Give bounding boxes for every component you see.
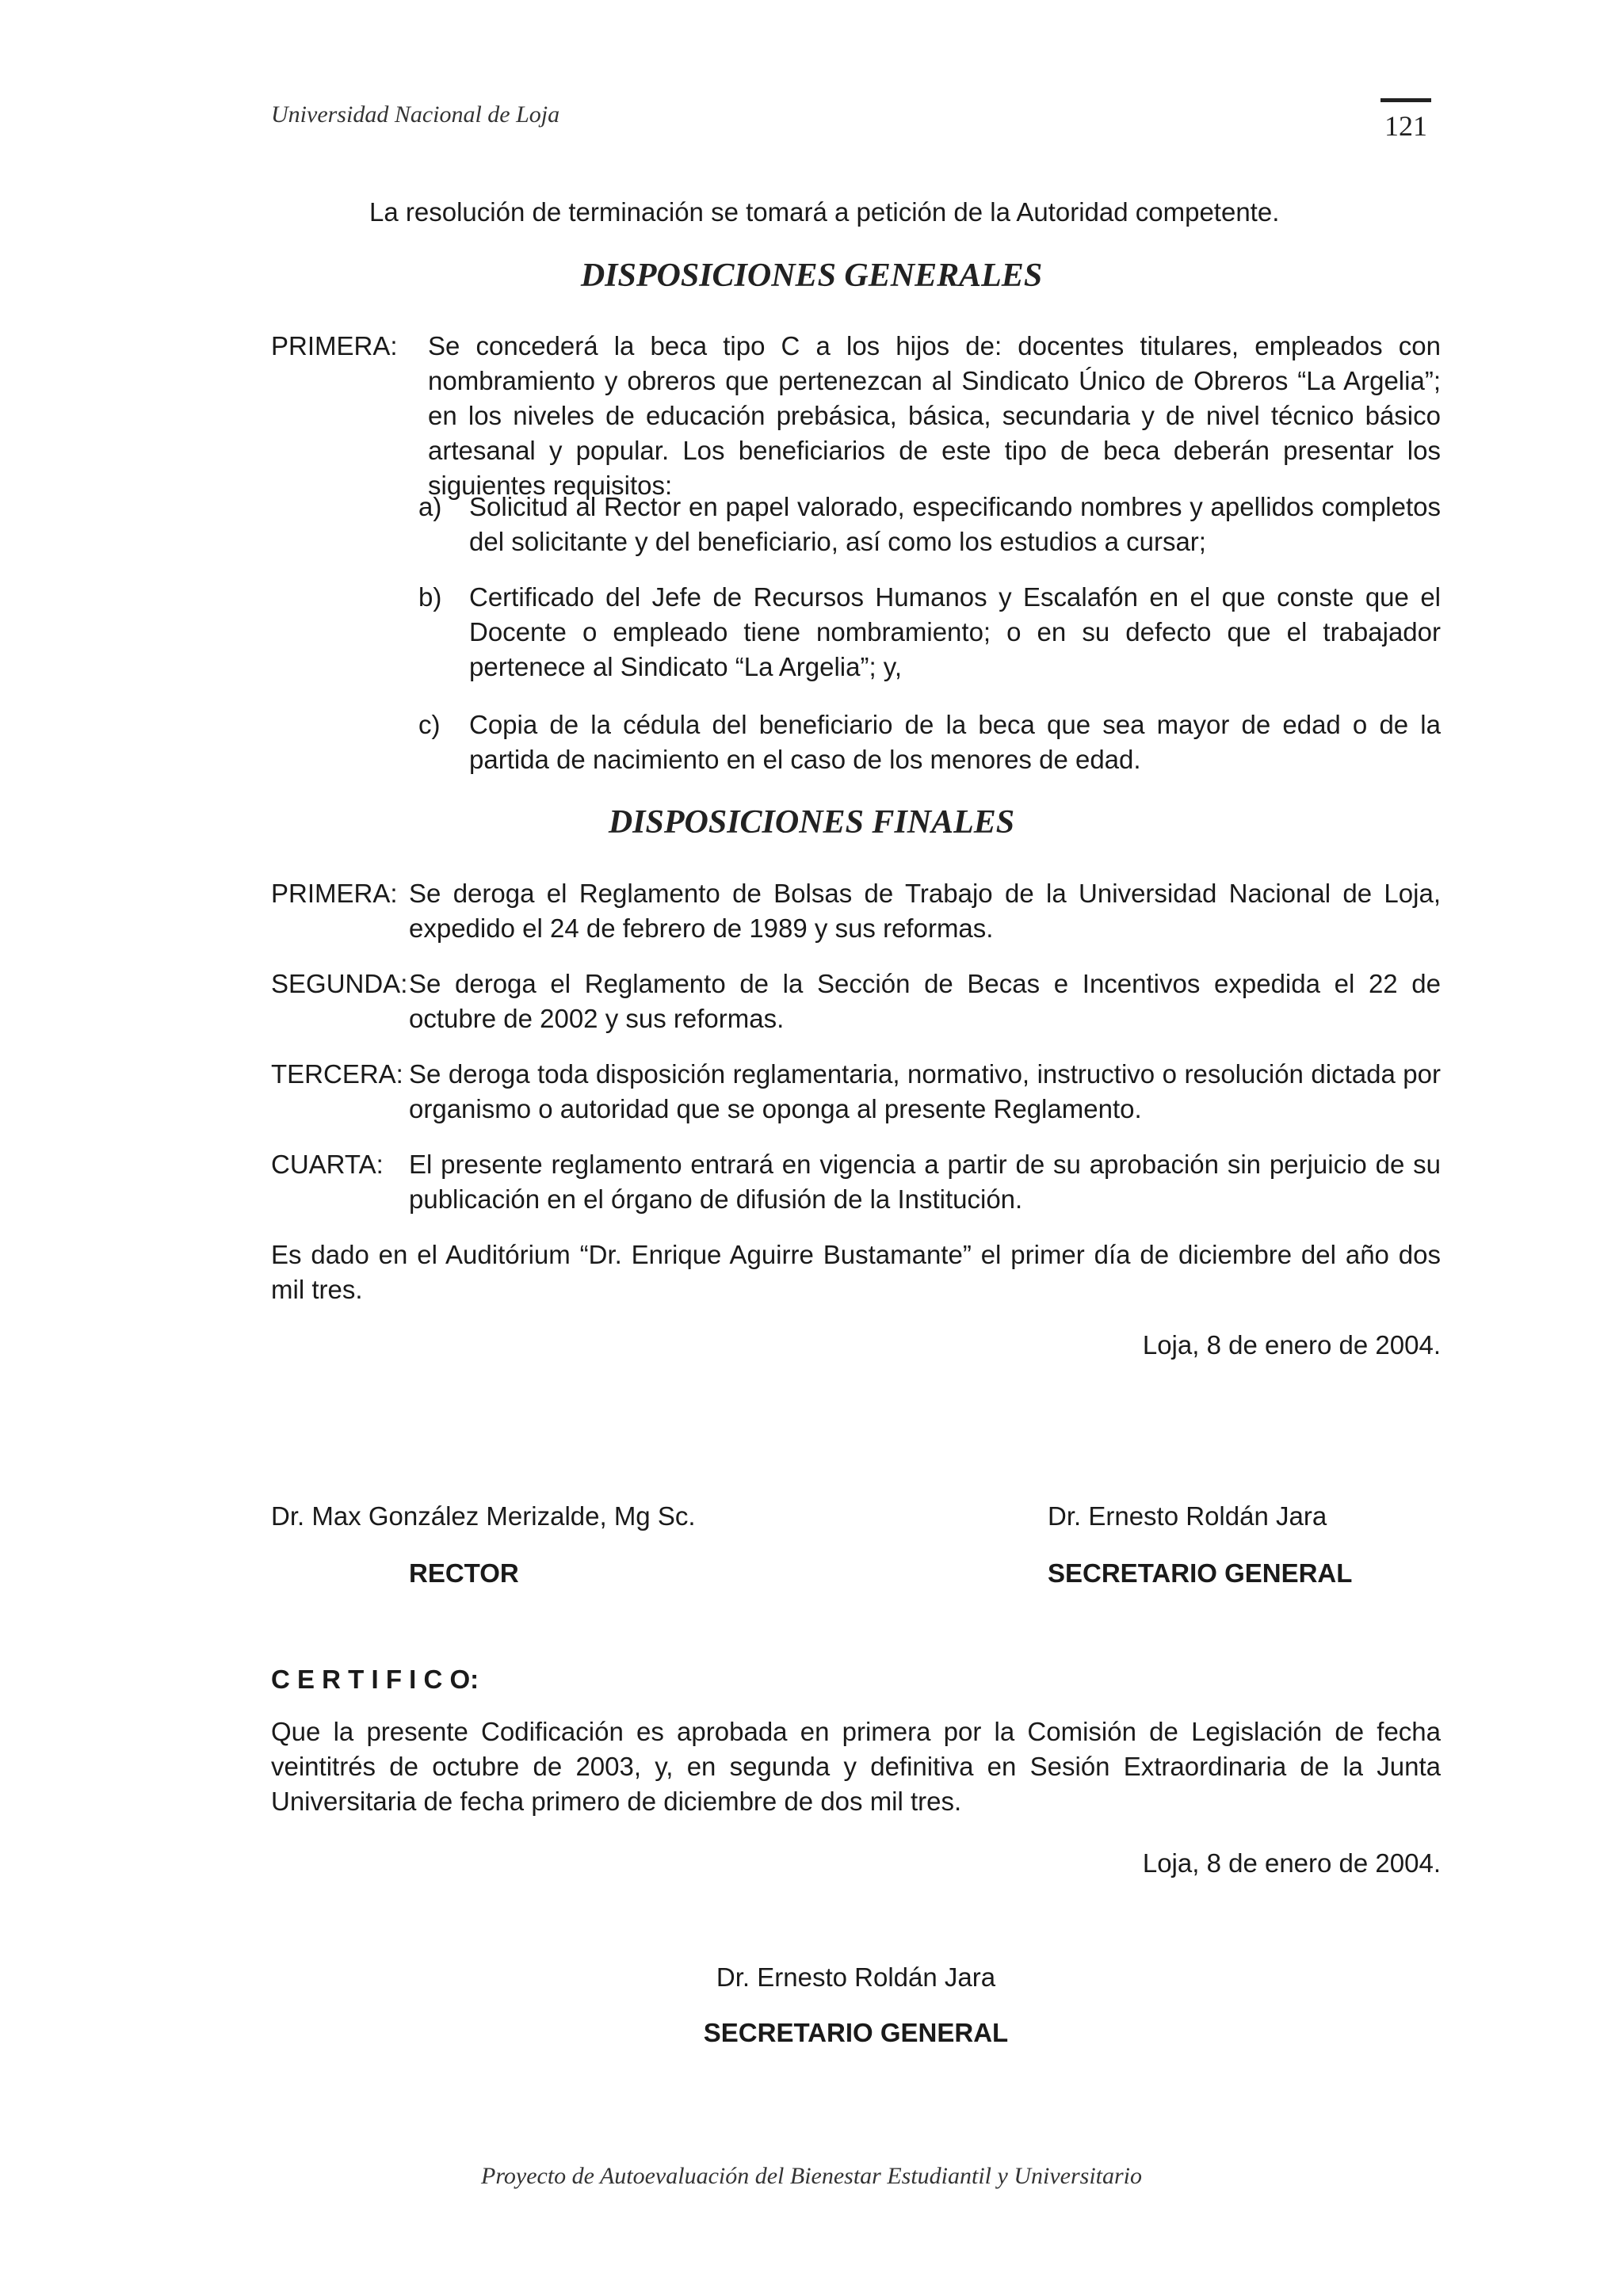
requirement-a-marker: a) xyxy=(418,492,442,521)
finals-cuarta-text: El presente reglamento entrará en vigencia a partir de su aprobación sin perjuicio de su publicación en el órgano de difusión de la Institución. xyxy=(409,1150,1441,1214)
secretary-title: SECRETARIO GENERAL xyxy=(1048,1558,1353,1588)
finals-date: Loja, 8 de enero de 2004. xyxy=(1142,1330,1441,1360)
given-statement: Es dado en el Auditórium “Dr. Enrique Aguirre Bustamante” el primer día de diciembre del año dos mil tres. xyxy=(271,1240,1441,1304)
finals-primera-text: Se deroga el Reglamento de Bolsas de Trabajo de la Universidad Nacional de Loja, expedido el 24 de febrero de 1989 y sus reformas. xyxy=(409,879,1441,943)
finals-segunda-text: Se deroga el Reglamento de la Sección de Becas e Incentivos expedida el 22 de octubre de 2002 y sus reformas. xyxy=(409,969,1441,1033)
requirement-c-text: Copia de la cédula del beneficiario de la beca que sea mayor de edad o de la partida de nacimiento en el caso de los menores de edad. xyxy=(469,710,1441,774)
finals-segunda-label: SEGUNDA: xyxy=(271,969,408,998)
rector-title: RECTOR xyxy=(409,1558,519,1588)
certifico-date: Loja, 8 de enero de 2004. xyxy=(1142,1848,1441,1878)
header-title: Universidad Nacional de Loja xyxy=(271,101,560,128)
finals-tercera-text: Se deroga toda disposición reglamentaria, normativo, instructivo o resolución dictada por organismo o autoridad que se oponga al presente Reglamento. xyxy=(409,1059,1441,1123)
requirement-b-text: Certificado del Jefe de Recursos Humanos y Escalafón en el que conste que el Docente o empleado tiene nombramiento; o en su defecto que el trabajador pertenece al Sindicato “La Argelia”; y, xyxy=(469,582,1441,681)
rector-name: Dr. Max González Merizalde, Mg Sc. xyxy=(271,1501,696,1531)
general-primera-text: Se concederá la beca tipo C a los hijos de: docentes titulares, empleados con nombramiento y obreros que pertenezcan al Sindicato Único de Obreros “La Argelia”; en los niveles de educación prebásica, básica, secundaria y de nivel técnico básico artesanal y popular. Los beneficiarios de este tipo de beca deberán presentar los siguientes requisitos: xyxy=(428,331,1441,500)
finals-primera-label: PRIMERA: xyxy=(271,879,398,908)
footer-text: Proyecto de Autoevaluación del Bienestar Estudiantil y Universitario xyxy=(481,2163,1142,2189)
requirement-a-text: Solicitud al Rector en papel valorado, especificando nombres y apellidos completos del solicitante y del beneficiario, así como los estudios a cursar; xyxy=(469,492,1441,556)
page-number-rule xyxy=(1381,98,1431,102)
general-primera-label: PRIMERA: xyxy=(271,331,398,360)
finals-tercera-label: TERCERA: xyxy=(271,1059,403,1089)
general-heading: DISPOSICIONES GENERALES xyxy=(580,257,1043,294)
intro-line: La resolución de terminación se tomará a petición de la Autoridad competente. xyxy=(369,197,1280,227)
requirement-c-marker: c) xyxy=(418,710,441,739)
certifico-heading: C E R T I F I C O: xyxy=(271,1665,479,1694)
certifico-text: Que la presente Codificación es aprobada en primera por la Comisión de Legislación de fecha veintitrés de octubre de 2003, y, en segunda y definitiva en Sesión Extraordinaria de la Junta Universitaria de fecha primero de diciembre de dos mil tres. xyxy=(271,1717,1441,1816)
certifico-signer-title: SECRETARIO GENERAL xyxy=(703,2018,1009,2047)
finals-heading: DISPOSICIONES FINALES xyxy=(608,804,1015,841)
certifico-signer-name: Dr. Ernesto Roldán Jara xyxy=(716,1962,996,1992)
finals-cuarta-label: CUARTA: xyxy=(271,1150,384,1179)
secretary-name: Dr. Ernesto Roldán Jara xyxy=(1048,1501,1327,1531)
page-number: 121 xyxy=(1384,110,1427,142)
requirement-b-marker: b) xyxy=(418,582,442,612)
